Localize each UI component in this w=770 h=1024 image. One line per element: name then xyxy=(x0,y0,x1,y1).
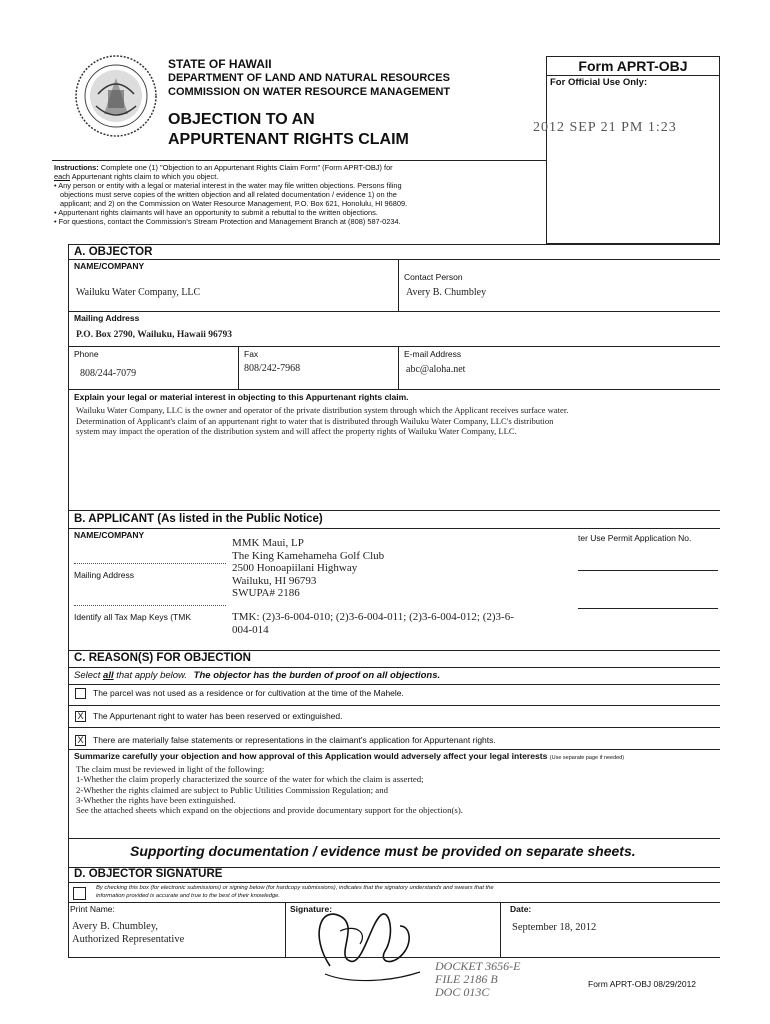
rule xyxy=(68,311,720,312)
section-b-top-rule xyxy=(68,510,720,511)
signature-label: Signature: xyxy=(290,904,333,914)
section-c-title: C. REASON(S) FOR OBJECTION xyxy=(74,652,251,664)
reason-checkbox-mahele[interactable] xyxy=(75,688,86,699)
select-all: all xyxy=(103,670,114,681)
form-id: Form APRT-OBJ xyxy=(547,57,719,76)
section-a-left-border xyxy=(68,244,69,510)
applicant-name-label: NAME/COMPANY xyxy=(74,530,145,540)
select-instruction xyxy=(74,670,440,681)
date-value[interactable]: September 18, 2012 xyxy=(512,922,597,933)
tmk-line: TMK: (2)3-6-004-010; (2)3-6-004-011; (2)3-6-004-012; (2)3-6- xyxy=(232,611,514,623)
date-label: Date: xyxy=(510,904,532,914)
applicant-name-line: MMK Maui, LP xyxy=(232,537,304,549)
objector-name-value[interactable]: Wailuku Water Company, LLC xyxy=(76,287,201,298)
print-name-value[interactable] xyxy=(72,920,184,946)
select-pre: Select xyxy=(74,670,104,681)
print-name-line: Avery B. Chumbley, xyxy=(72,921,159,932)
print-name-line: Authorized Representative xyxy=(72,934,185,945)
reason-text-false-statements: There are materially false statements or representations in the claimant's application for Appurtenant rights. xyxy=(93,735,496,745)
contact-person-value[interactable]: Avery B. Chumbley xyxy=(406,287,487,298)
form-title-line1: OBJECTION TO AN xyxy=(168,111,315,128)
summary-line: 2-Whether the rights claimed are subject to Public Utilities Commission Regulation; and xyxy=(76,784,388,795)
summarize-text: Summarize carefully your objection and how approval of this Application would adversely affect your legal interests xyxy=(74,751,548,761)
rule xyxy=(68,528,720,529)
select-post: that apply below. xyxy=(113,670,188,681)
rule xyxy=(500,902,501,957)
rule xyxy=(285,902,286,957)
rule xyxy=(578,608,718,609)
summary-line: See the attached sheets which expand on the objections and provide documentary support for the objection(s). xyxy=(76,805,463,816)
contact-person-label: Contact Person xyxy=(404,272,463,282)
supporting-documentation-note: Supporting documentation / evidence must be provided on separate sheets. xyxy=(130,843,636,859)
email-label: E-mail Address xyxy=(404,349,462,359)
explain-line: Wailuku Water Company, LLC is the owner and operator of the private distribution system through which the Applicant receives surface water. xyxy=(76,405,569,415)
email-value[interactable]: abc@aloha.net xyxy=(406,364,466,375)
explain-interest-text[interactable] xyxy=(76,405,716,437)
attestation-text xyxy=(96,884,494,900)
summary-line: 1-Whether the claim properly characterized the source of the water for which the claim is asserted; xyxy=(76,774,424,785)
applicant-mailing-line: SWUPA# 2186 xyxy=(232,587,300,599)
attestation-line: By checking this box (for electronic submissions) or signing below (for hardcopy submissions), indicates that the signatory understands and swears that the xyxy=(96,885,494,891)
form-title-line2: APPURTENANT RIGHTS CLAIM xyxy=(168,131,409,148)
section-a-title: A. OBJECTOR xyxy=(74,246,153,258)
rule xyxy=(68,684,720,685)
docket-stamp-line: FILE 2186 B xyxy=(435,972,498,986)
rule xyxy=(68,749,720,750)
reason-checkbox-false-statements[interactable] xyxy=(75,735,86,746)
section-d-title: D. OBJECTOR SIGNATURE xyxy=(74,868,223,880)
reason-text-mahele: The parcel was not used as a residence or for cultivation at the time of the Mahele. xyxy=(93,688,404,698)
instructions-line1: Complete one (1) "Objection to an Appurtenant Rights Claim Form" (Form APRT-OBJ) for xyxy=(100,163,393,172)
form-reference: Form APRT-OBJ 08/29/2012 xyxy=(588,979,697,989)
applicant-name-value[interactable] xyxy=(232,537,384,562)
instructions-block: Instructions: Complete one (1) "Objection to an Appurtenant Rights Claim Form" (Form APRT-OBJ) for each Appurtenant rights claim to which you object. • Any person or entity with a legal or material interest in the water may file written objections. Persons filing objections must serve copies of the written objection and all related documentation / evidence 1) on the applicant; and 2) on the Commission on Water Resource Management, P.O. Box 621, Honolulu, HI 96809. • Appurtenant rights claimants will have an opportunity to submit a rebuttal to the written objections. • For questions, contact the Commission's Stream Protection and Management Branch at (808) 587-0234. xyxy=(54,163,544,226)
applicant-mailing-label: Mailing Address xyxy=(74,570,135,580)
section-a-top-rule xyxy=(68,244,720,245)
applicant-mailing-value[interactable] xyxy=(232,562,357,600)
official-use-label: For Official Use Only: xyxy=(550,77,648,88)
summarize-note: (Use separate page if needed) xyxy=(549,755,625,761)
received-stamp: 2012 SEP 21 PM 1:23 xyxy=(533,120,677,135)
handwritten-signature[interactable] xyxy=(300,896,430,986)
summary-line: 3-Whether the rights have been extinguished. xyxy=(76,794,236,805)
phone-value[interactable]: 808/244-7079 xyxy=(80,368,137,379)
form-id-box xyxy=(533,56,720,244)
permit-application-label: ter Use Permit Application No. xyxy=(578,533,692,543)
rule xyxy=(68,838,720,839)
objector-name-label: NAME/COMPANY xyxy=(74,261,145,271)
commission-heading: COMMISSION ON WATER RESOURCE MANAGEMENT xyxy=(168,86,451,98)
instruction-bullet: objections must serve copies of the written objection and all related documentation / evidence 1) on the xyxy=(60,190,397,199)
applicant-mailing-line: 2500 Honoapiilani Highway xyxy=(232,562,358,574)
rule xyxy=(74,605,226,606)
rule xyxy=(74,563,226,564)
section-c-top-rule xyxy=(68,650,720,651)
rule xyxy=(68,727,720,728)
rule xyxy=(68,259,720,260)
explain-line: Determination of Applicant's claim of an appurtenant right to water that is distributed through Wailuku Water Company, LLC's distribution xyxy=(76,415,554,426)
instruction-bullet: For questions, contact the Commission's Stream Protection and Management Branch at (808) 587-0234. xyxy=(58,217,401,226)
fax-label: Fax xyxy=(244,349,259,359)
rule xyxy=(238,347,239,389)
header-rule xyxy=(52,160,546,161)
department-heading: DEPARTMENT OF LAND AND NATURAL RESOURCES xyxy=(168,72,450,84)
tmk-line: 004-014 xyxy=(232,624,269,636)
explain-line: system may impact the operation of the distribution system and will affect the property rights of Wailuku Water Company, LLC. xyxy=(76,426,517,436)
instruction-bullet: applicant; and 2) on the Commission on Water Resource Management, P.O. Box 621, Honolulu, HI 96809. xyxy=(60,199,408,208)
attestation-checkbox[interactable] xyxy=(73,887,86,900)
instructions-line2: Appurtenant rights claim to which you object. xyxy=(71,172,219,181)
reason-check-mark: X xyxy=(77,735,84,745)
section-b-title: B. APPLICANT (As listed in the Public Notice) xyxy=(74,513,323,525)
applicant-mailing-line: Wailuku, HI 96793 xyxy=(232,574,317,587)
rule xyxy=(68,667,720,668)
burden-of-proof: The objector has the burden of proof on all objections. xyxy=(193,670,441,681)
mailing-address-label: Mailing Address xyxy=(74,313,140,323)
reason-check-mark: X xyxy=(77,711,84,721)
section-c-left-border xyxy=(68,650,69,868)
docket-stamp-line: DOC 013C xyxy=(435,985,490,999)
reason-text-extinguished: The Appurtenant right to water has been reserved or extinguished. xyxy=(93,711,343,721)
tmk-label: Identify all Tax Map Keys (TMK xyxy=(74,612,191,622)
instructions-lead: Instructions: xyxy=(54,163,99,172)
summary-line: The claim must be reviewed in light of the following: xyxy=(76,764,265,774)
state-seal xyxy=(74,54,158,138)
fax-value[interactable]: 808/242-7968 xyxy=(244,363,301,374)
objection-summary-text[interactable] xyxy=(76,764,716,815)
explain-interest-label: Explain your legal or material interest in objecting to this Appurtenant rights claim. xyxy=(74,392,409,402)
rule xyxy=(398,260,399,312)
applicant-name-line: The King Kamehameha Golf Club xyxy=(232,549,385,562)
rule xyxy=(68,882,720,883)
docket-stamp xyxy=(435,960,520,999)
rule xyxy=(68,957,720,958)
rule xyxy=(68,705,720,706)
instructions-each: each xyxy=(54,172,71,181)
attestation-line: information provided is accurate and true to the best of their knowledge. xyxy=(96,893,280,899)
section-d-left-border xyxy=(68,867,69,957)
rule xyxy=(68,346,720,347)
phone-label: Phone xyxy=(74,349,99,359)
summarize-instruction xyxy=(74,751,624,761)
section-b-left-border xyxy=(68,510,69,650)
state-heading: STATE OF HAWAII xyxy=(168,57,272,71)
instruction-bullet: Appurtenant rights claimants will have an opportunity to submit a rebuttal to the written objections. xyxy=(58,208,378,217)
rule xyxy=(68,389,720,390)
mailing-address-value[interactable]: P.O. Box 2790, Wailuku, Hawaii 96793 xyxy=(76,330,232,340)
print-name-label: Print Name: xyxy=(70,904,115,914)
reason-checkbox-extinguished[interactable] xyxy=(75,711,86,722)
instruction-bullet: Any person or entity with a legal or material interest in the water may file written objections. Persons filing xyxy=(58,181,402,190)
docket-stamp-line: DOCKET 3656-E xyxy=(435,959,521,973)
tmk-value[interactable] xyxy=(232,611,514,637)
rule xyxy=(398,347,399,389)
rule xyxy=(578,570,718,571)
